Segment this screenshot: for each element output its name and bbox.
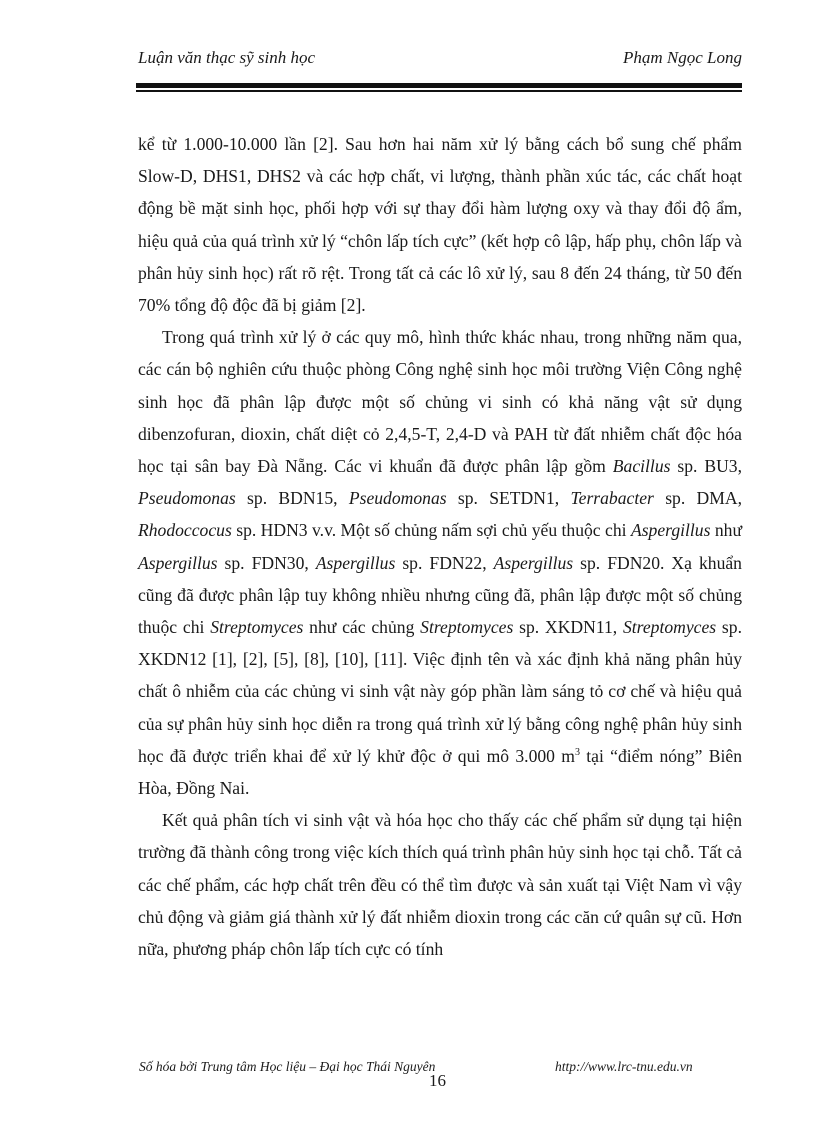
text-run: sp. DMA,: [653, 488, 742, 509]
footer-url-link[interactable]: http://www.lrc-tnu.edu.vn: [555, 1059, 693, 1074]
header-rule-thin: [136, 90, 742, 92]
text-run: như: [710, 520, 742, 541]
text-run: như các chủng: [303, 617, 421, 638]
species-name: Bacillus: [612, 456, 671, 477]
species-name: Aspergillus: [493, 552, 574, 573]
header-thesis-title: Luận văn thạc sỹ sinh học: [138, 48, 316, 67]
header-author-name: Phạm Ngọc Long: [623, 48, 742, 67]
species-name: Terrabacter: [570, 488, 654, 509]
text-run: sp. XKDN11,: [513, 617, 623, 638]
species-name: Aspergillus: [138, 552, 218, 573]
text-run: tại “điểm nóng” Biên Hòa, Đồng Nai.: [138, 745, 742, 799]
species-name: Rhodoccocus: [138, 520, 232, 541]
page-number: 16: [429, 1071, 446, 1090]
paragraph-1: kể từ 1.000-10.000 lần [2]. Sau hơn hai năm xử lý bằng cách bổ sung chế phẩm Slow-D, DHS1, DHS2 và các hợp chất, vi lượng, thành phần xúc tác, các chất hoạt động bề mặt sinh học, phối hợp với sự thay đổi hàm lượng oxy và thay đổi độ ẩm, hiệu quả của quá trình xử lý “chôn lấp tích cực” (kết hợp cô lập, hấp phụ, chôn lấp và phân hủy sinh học) rất rõ rệt. Trong tất cả các lô xử lý, sau 8 đến 24 tháng, từ 50 đến 70% tổng độ độc đã bị giảm [2].: [138, 134, 742, 316]
footer-source: Số hóa bởi Trung tâm Học liệu – Đại học Thái Nguyên: [139, 1059, 436, 1074]
text-run: sp. BDN15,: [235, 488, 349, 509]
superscript: 3: [574, 747, 580, 758]
text-run: Trong quá trình xử lý ở các quy mô, hình thức khác nhau, trong những năm qua, các cán bộ nghiên cứu thuộc phòng Công nghệ sinh học môi trường Viện Công nghệ sinh học đã phân lập được một số chủng vi sinh có khả năng vật sử dụng dibenzofuran, dioxin, chất diệt cỏ 2,4,5-T, 2,4-D và PAH từ đất nhiễm chất độc hóa học tại sân bay Đà Nẵng. Các vi khuẩn đã được phân lập gồm: [138, 327, 742, 477]
header-rule-thick: [136, 83, 742, 88]
text-run: sp. HDN3 v.v. Một số chủng nấm sợi chủ yếu thuộc chi: [231, 520, 631, 541]
paragraph-2: [138, 321, 742, 804]
species-name: Aspergillus: [315, 552, 396, 573]
species-name: Streptomyces: [420, 617, 514, 638]
species-name: Pseudomonas: [348, 488, 447, 509]
paragraph-3: Kết quả phân tích vi sinh vật và hóa học cho thấy các chế phẩm sử dụng tại hiện trường đã thành công trong việc kích thích quá trình phân hủy sinh học tại chỗ. Tất cả các chế phẩm, các hợp chất trên đều có thể tìm được và sản xuất tại Việt Nam vì vậy chủ động và giảm giá thành xử lý đất nhiễm dioxin trong các căn cứ quân sự cũ. Hơn nữa, phương pháp chôn lấp tích cực có tính: [138, 810, 742, 960]
page-header: [138, 42, 742, 72]
text-run: sp. FDN30,: [217, 552, 316, 573]
text-run: sp. FDN22,: [395, 552, 494, 573]
page-footer: [0, 1057, 816, 1097]
species-name: Aspergillus: [630, 520, 711, 541]
text-run: sp. FDN20. Xạ khuẩn cũng đã được phân lập tuy không nhiều nhưng cũng đã, phân lập được một số chủng thuộc chi: [138, 552, 742, 638]
text-run: sp. BU3,: [670, 456, 742, 477]
text-run: sp. XKDN12 [1], [2], [5], [8], [10], [11]. Việc định tên và xác định khả năng phân hủy chất ô nhiễm của các chủng vi sinh vật này góp phần làm sáng tỏ cơ chế và hiệu quả của sự phân hủy sinh học diễn ra trong quá trình xử lý bằng công nghệ phân hủy sinh học đã được triển khai để xử lý khử độc ở qui mô 3.000 m: [138, 617, 742, 766]
text-run: sp. SETDN1,: [446, 488, 571, 509]
species-name: Streptomyces: [210, 617, 304, 638]
species-name: Streptomyces: [622, 617, 717, 638]
species-name: Pseudomonas: [138, 488, 236, 509]
document-body: [138, 128, 742, 965]
